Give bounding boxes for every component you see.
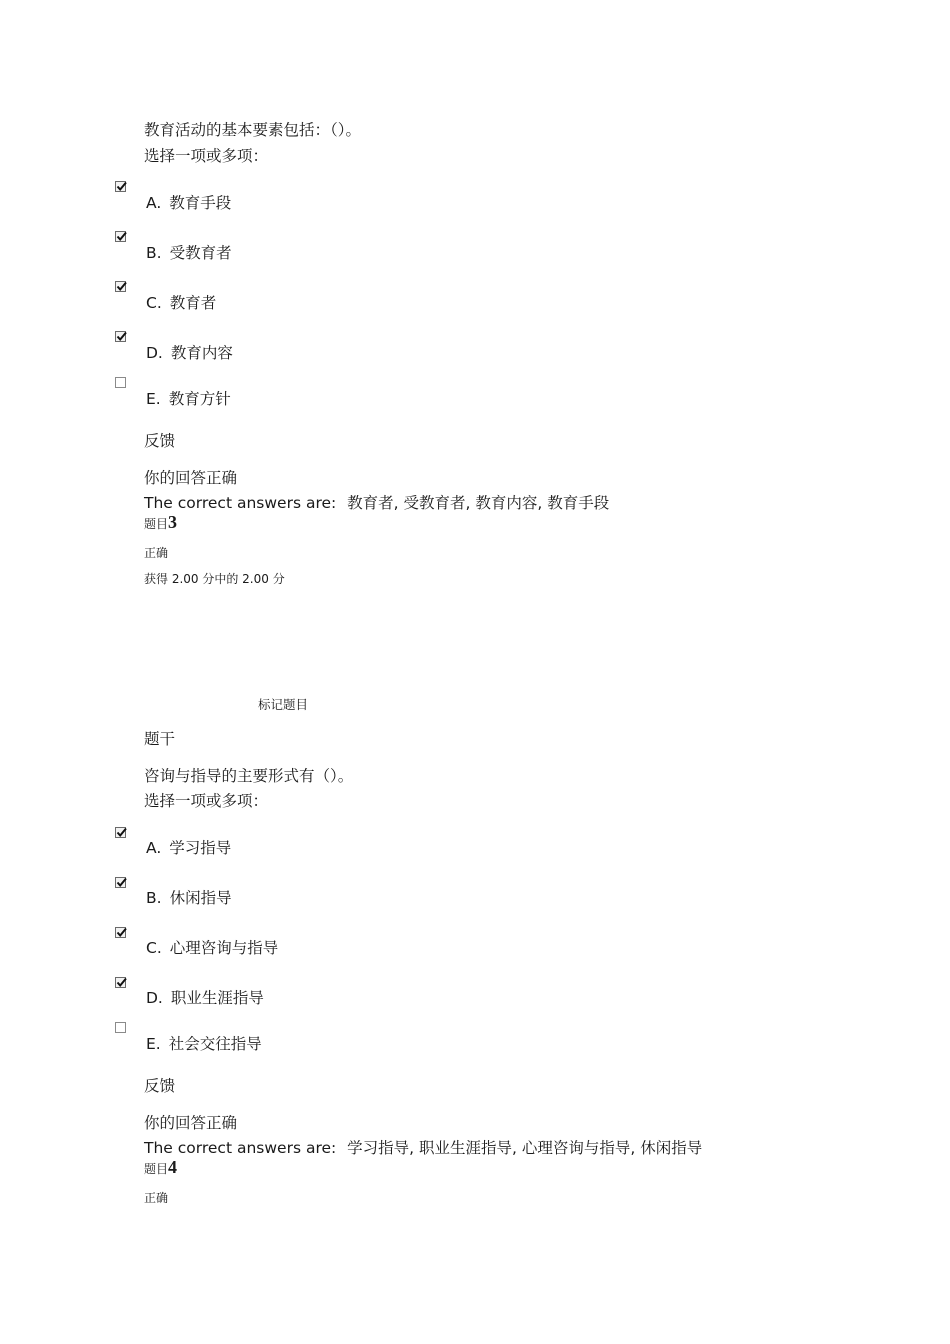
option-label[interactable] <box>146 886 232 908</box>
option-checkbox[interactable] <box>115 331 126 342</box>
option-label[interactable] <box>146 241 232 263</box>
correct-answers-prefix: The correct answers are: <box>144 1139 337 1157</box>
question-score: 获得 2.00 分中的 2.00 分 <box>144 572 285 586</box>
option-letter: A. <box>146 194 162 212</box>
option-text: 受教育者 <box>169 244 232 262</box>
option-letter: D. <box>146 344 163 362</box>
option-label[interactable] <box>146 986 264 1008</box>
feedback-heading: 反馈 <box>144 1077 176 1095</box>
question-number-block <box>144 512 177 533</box>
option-label[interactable] <box>146 836 231 858</box>
option-text: 教育方针 <box>168 390 231 408</box>
flag-question-link[interactable]: 标记题目 <box>258 697 309 712</box>
option-label[interactable] <box>146 291 216 313</box>
result-text: 你的回答正确 <box>144 1114 238 1132</box>
option-letter: D. <box>146 989 163 1007</box>
option-label[interactable] <box>146 1032 262 1054</box>
question-label: 题目 <box>144 517 169 531</box>
option-letter: C. <box>146 939 162 957</box>
question-prompt: 咨询与指导的主要形式有（）。 <box>144 767 354 785</box>
checkmark-icon <box>115 180 128 193</box>
checkmark-icon <box>115 976 128 989</box>
question-instruction: 选择一项或多项： <box>144 792 269 810</box>
checkmark-icon <box>115 280 128 293</box>
question-status: 正确 <box>144 546 169 560</box>
option-letter: C. <box>146 294 162 312</box>
option-checkbox[interactable] <box>115 827 126 838</box>
option-letter: B. <box>146 889 162 907</box>
question-instruction: 选择一项或多项： <box>144 147 269 165</box>
result-text: 你的回答正确 <box>144 469 238 487</box>
checkmark-icon <box>115 926 128 939</box>
question-number: 3 <box>168 512 178 532</box>
checkmark-icon <box>115 826 128 839</box>
option-label[interactable] <box>146 387 231 409</box>
option-text: 教育者 <box>169 294 217 312</box>
option-checkbox[interactable] <box>115 1022 126 1033</box>
option-checkbox[interactable] <box>115 877 126 888</box>
question-number-block <box>144 1157 177 1178</box>
option-letter: E. <box>146 1035 161 1053</box>
option-label[interactable] <box>146 341 233 363</box>
option-checkbox[interactable] <box>115 281 126 292</box>
option-checkbox[interactable] <box>115 377 126 388</box>
option-letter: E. <box>146 390 161 408</box>
correct-answers-list: 教育者, 受教育者, 教育内容, 教育手段 <box>347 494 610 512</box>
option-text: 教育内容 <box>170 344 233 362</box>
option-text: 社会交往指导 <box>168 1035 262 1053</box>
feedback-heading: 反馈 <box>144 432 176 450</box>
question-stem-label: 题干 <box>144 730 176 748</box>
option-checkbox[interactable] <box>115 231 126 242</box>
question-prompt: 教育活动的基本要素包括：（）。 <box>144 121 362 139</box>
correct-answers-prefix: The correct answers are: <box>144 494 337 512</box>
checkmark-icon <box>115 230 128 243</box>
option-letter: B. <box>146 244 162 262</box>
option-text: 教育手段 <box>169 194 232 212</box>
question-status: 正确 <box>144 1191 169 1205</box>
question-number: 4 <box>168 1157 178 1177</box>
correct-answers-line <box>144 491 609 513</box>
option-checkbox[interactable] <box>115 927 126 938</box>
checkmark-icon <box>115 330 128 343</box>
option-label[interactable] <box>146 191 231 213</box>
option-checkbox[interactable] <box>115 977 126 988</box>
option-text: 职业生涯指导 <box>170 989 264 1007</box>
option-text: 学习指导 <box>169 839 232 857</box>
correct-answers-list: 学习指导, 职业生涯指导, 心理咨询与指导, 休闲指导 <box>347 1139 703 1157</box>
option-letter: A. <box>146 839 162 857</box>
option-text: 心理咨询与指导 <box>169 939 279 957</box>
option-label[interactable] <box>146 936 278 958</box>
option-text: 休闲指导 <box>169 889 232 907</box>
checkmark-icon <box>115 876 128 889</box>
option-checkbox[interactable] <box>115 181 126 192</box>
correct-answers-line <box>144 1136 702 1158</box>
question-label: 题目 <box>144 1162 169 1176</box>
